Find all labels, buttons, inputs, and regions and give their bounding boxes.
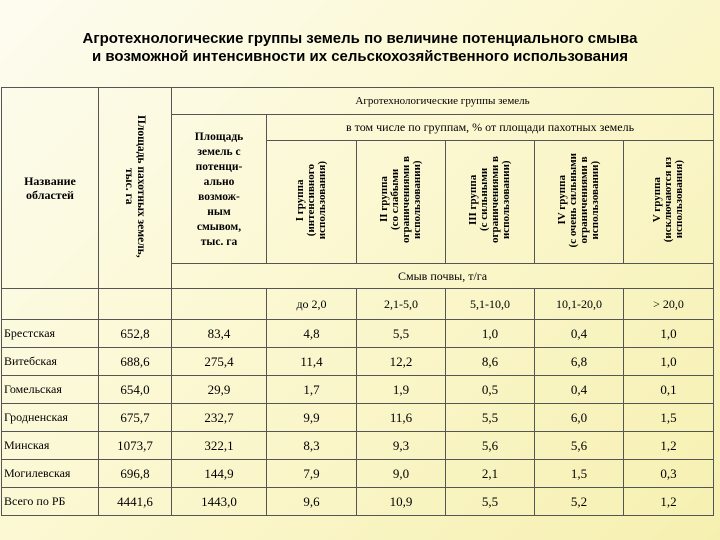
group-4-cell: 5,2 [535, 488, 624, 516]
region-name-cell: Гродненская [2, 404, 99, 432]
arable-area-cell: 652,8 [99, 320, 172, 348]
group-3-cell: 1,0 [446, 320, 535, 348]
group-4-header: IV группа (с очень сильными ограничениями в использовании) [535, 141, 624, 264]
group-3-header: III группа (с сильными ограничениями в использовании) [446, 141, 535, 264]
soil-loss-header: Смыв почвы, т/га [172, 264, 714, 289]
group-1-cell: 11,4 [267, 348, 357, 376]
region-name-cell: Гомельская [2, 376, 99, 404]
group-3-cell: 2,1 [446, 460, 535, 488]
region-name-cell: Минская [2, 432, 99, 460]
by-groups-header: в том числе по группам, % от площади пахотных земель [267, 115, 714, 141]
title-line-2: и возможной интенсивности их сельскохозяйственного использования [92, 48, 628, 65]
group-5-cell: 1,0 [624, 348, 714, 376]
arable-area-cell: 675,7 [99, 404, 172, 432]
arable-area-cell: 688,6 [99, 348, 172, 376]
group-5-cell: 1,2 [624, 432, 714, 460]
table-row [2, 488, 714, 516]
group-3-cell: 5,6 [446, 432, 535, 460]
group-5-cell: 1,5 [624, 404, 714, 432]
arable-area-cell: 1073,7 [99, 432, 172, 460]
region-name-cell: Витебская [2, 348, 99, 376]
arable-area-cell: 654,0 [99, 376, 172, 404]
group-3-cell: 0,5 [446, 376, 535, 404]
group-4-cell: 5,6 [535, 432, 624, 460]
group-1-cell: 9,9 [267, 404, 357, 432]
group-1-cell: 7,9 [267, 460, 357, 488]
arable-area-header: Площадь пахотных земель, тыс. га [99, 88, 172, 289]
group-2-cell: 10,9 [357, 488, 446, 516]
erosion-area-cell: 322,1 [172, 432, 267, 460]
group-4-cell: 0,4 [535, 320, 624, 348]
group-1-header: I группа (интенсивного использования) [267, 141, 357, 264]
range-cell-4: 10,1-20,0 [535, 289, 624, 320]
group-1-cell: 4,8 [267, 320, 357, 348]
region-name-cell: Брестская [2, 320, 99, 348]
erosion-area-cell: 232,7 [172, 404, 267, 432]
group-2-header: II группа (со слабыми ограничениями в использовании) [357, 141, 446, 264]
group-3-cell: 8,6 [446, 348, 535, 376]
range-empty-1 [2, 289, 99, 320]
erosion-area-header: Площадь земель с потенци- ально возмож- ным смывом, тыс. га [172, 115, 267, 264]
group-2-cell: 9,0 [357, 460, 446, 488]
arable-area-cell: 4441,6 [99, 488, 172, 516]
group-2-cell: 1,9 [357, 376, 446, 404]
group-2-cell: 12,2 [357, 348, 446, 376]
group-3-cell: 5,5 [446, 488, 535, 516]
table-row [2, 404, 714, 432]
group-1-cell: 9,6 [267, 488, 357, 516]
arable-area-cell: 696,8 [99, 460, 172, 488]
table-row [2, 320, 714, 348]
group-2-cell: 9,3 [357, 432, 446, 460]
name-column-header: Название областей [2, 88, 99, 289]
range-cell-5: > 20,0 [624, 289, 714, 320]
table-row [2, 460, 714, 488]
group-4-cell: 1,5 [535, 460, 624, 488]
range-cell-3: 5,1-10,0 [446, 289, 535, 320]
erosion-area-cell: 275,4 [172, 348, 267, 376]
erosion-area-cell: 83,4 [172, 320, 267, 348]
range-cell-2: 2,1-5,0 [357, 289, 446, 320]
table-row [2, 376, 714, 404]
group-1-cell: 8,3 [267, 432, 357, 460]
groups-header: Агротехнологические группы земель [172, 88, 714, 115]
group-5-cell: 0,1 [624, 376, 714, 404]
page-title [0, 30, 720, 66]
range-cell-1: до 2,0 [267, 289, 357, 320]
group-2-cell: 5,5 [357, 320, 446, 348]
group-5-cell: 0,3 [624, 460, 714, 488]
group-4-cell: 6,8 [535, 348, 624, 376]
erosion-area-cell: 1443,0 [172, 488, 267, 516]
group-5-cell: 1,0 [624, 320, 714, 348]
group-5-cell: 1,2 [624, 488, 714, 516]
table-row [2, 348, 714, 376]
table-row [2, 432, 714, 460]
region-name-cell: Могилевская [2, 460, 99, 488]
region-name-cell: Всего по РБ [2, 488, 99, 516]
erosion-area-cell: 29,9 [172, 376, 267, 404]
group-4-cell: 0,4 [535, 376, 624, 404]
group-3-cell: 5,5 [446, 404, 535, 432]
group-1-cell: 1,7 [267, 376, 357, 404]
erosion-area-cell: 144,9 [172, 460, 267, 488]
group-5-header: V группа (исключаются из использования) [624, 141, 714, 264]
group-2-cell: 11,6 [357, 404, 446, 432]
range-empty-2 [99, 289, 172, 320]
range-empty-3 [172, 289, 267, 320]
table-body [2, 320, 714, 516]
land-groups-table [1, 87, 714, 516]
title-line-1: Агротехнологические группы земель по величине потенциального смыва [82, 30, 638, 47]
group-4-cell: 6,0 [535, 404, 624, 432]
